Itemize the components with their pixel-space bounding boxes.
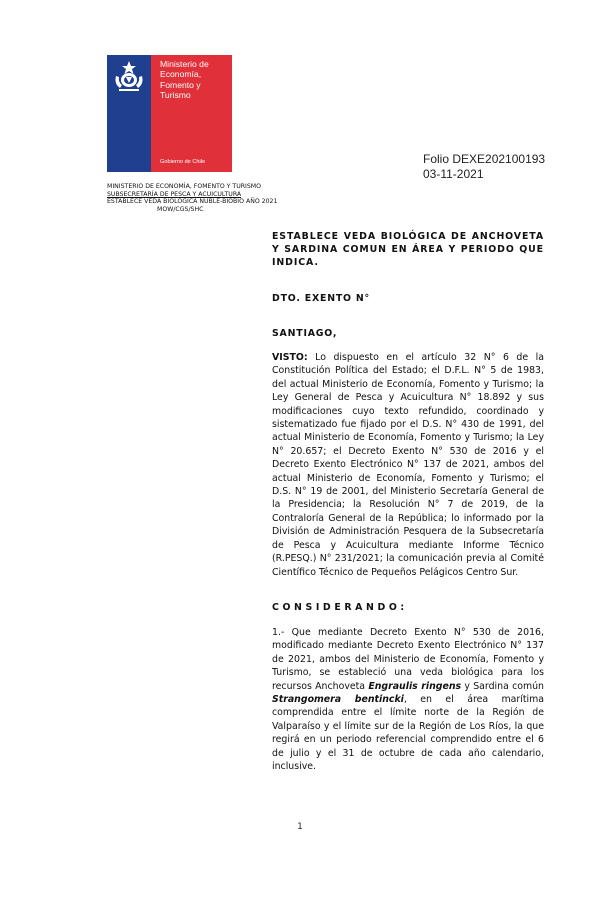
header-ministry: MINISTERIO DE ECONOMÍA, FOMENTO Y TURISMO [107,183,262,190]
folio-block [423,152,545,182]
point-text: y Sardina común [461,680,544,692]
document-title: ESTABLECE VEDA BIOLÓGICA DE ANCHOVETA Y SARDINA COMUN EN ÁREA Y PERIODO QUE INDICA. [272,231,544,268]
logo-gov-label: Gobierno de Chile [160,159,206,165]
logo-line: Turismo [160,90,191,101]
folio-date: 03-11-2021 [423,167,484,181]
document-header [107,183,277,213]
visto-text: Lo dispuesto en el artículo 32 N° 6 de la Constitución Política del Estado; el D.F.L. N° 5 de 1983, del actual Ministerio de Economía, Fomento y Turismo; la Ley General de Pesca y Acuicultura N° 18.892 y sus modificaciones cuyo texto refundido, coordinado y sistematizado fue fijado por el D.S. N° 430 de 1991, del actual Ministerio de Economía, Fomento y Turismo; la Ley N° 20.657; el Decreto Exento N° 530 de 2016 y el Decreto Exento Electrónico N° 137 de 2021, ambos del actual Ministerio de Economía, Fomento y Turismo; el D.S. N° 19 de 2001, del Ministerio Secretaría General de la Presidencia; la Resolución N° 7 de 2019, de la Contraloría General de la República; lo informado por la División de Administración Pesquera de la Subsecretaría de Pesca y Acuicultura mediante Informe Técnico (R.PESQ.) N° 231/2021; la comunicación previa al Comité Científico Técnico de Pequeños Pelágicos Centro Sur. [272,352,544,578]
considerando-point-1 [272,626,544,773]
city-label: SANTIAGO, [272,328,338,339]
coat-of-arms-icon [110,58,148,96]
header-initials: MOW/CGS/SHC [157,205,204,213]
header-subject: ESTABLECE VEDA BIOLÓGICA ÑUBLE-BIOBIO AÑO 2021 [107,198,278,206]
logo-line: Ministerio de [160,59,209,69]
species-name: Engraulis ringens [368,680,462,692]
visto-paragraph [272,351,544,579]
page-number: 1 [297,822,303,832]
folio-number: Folio DEXE202100193 [423,152,546,166]
visto-label: VISTO: [272,352,308,363]
species-name: Strangomera bentincki [272,694,404,706]
header-subsecretaria: SUBSECRETARÍA DE PESCA Y ACUICULTURA [107,190,242,198]
point-text: 1.- Que mediante Decreto Exento N° 530 de 2016, modificado mediante Decreto Exento Electrónico N° 137 de 2021, ambos del Ministerio de Economía, Fomento y Turismo, se estableció una veda biológica para los recursos Anchoveta [272,627,544,692]
logo-ministry-name [160,59,232,101]
logo-line: Fomento y [160,79,201,90]
logo-line: Economía, [160,69,202,80]
dto-label: DTO. EXENTO N° [272,293,371,304]
considerando-label: CONSIDERANDO: [272,602,408,613]
point-text: , en el área marítima comprendida entre el límite norte de la Región de Valparaíso y el límite sur de la Región de Los Ríos, la que regirá en un periodo referencial comprendido entre el 6 de julio y el 31 de octubre de cada año calendario, inclusive. [272,694,545,773]
